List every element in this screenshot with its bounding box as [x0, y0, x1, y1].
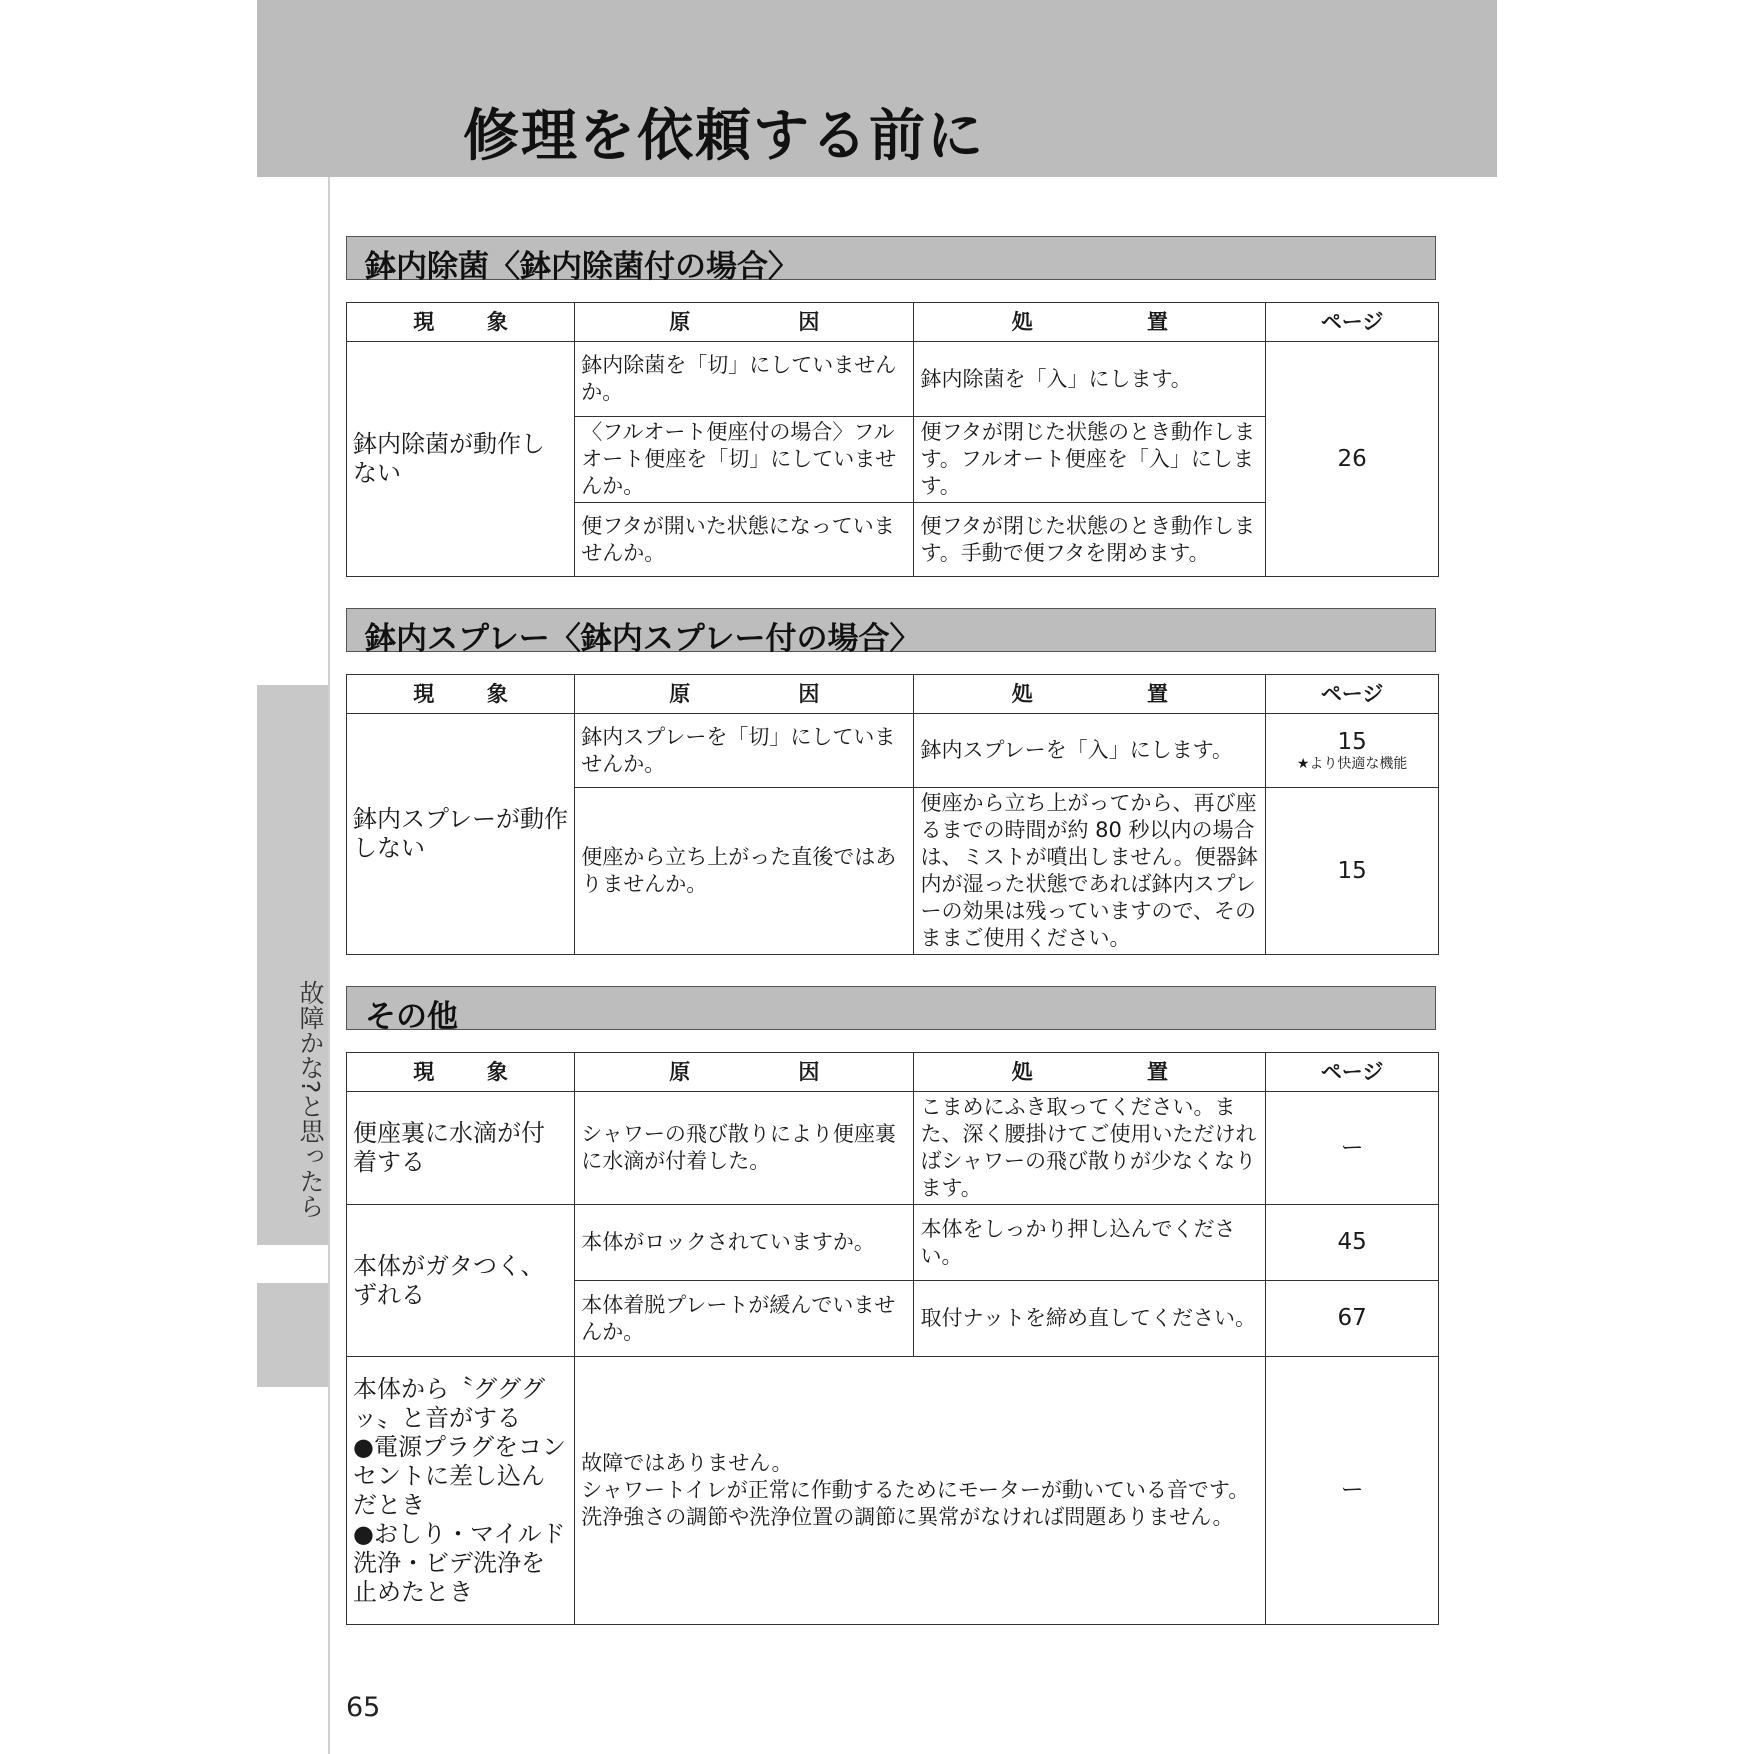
th-action: 処 置 — [914, 675, 1266, 714]
table-header-row — [347, 1053, 1439, 1092]
page-note: ★より快適な機能 — [1296, 756, 1408, 772]
section-title-3: その他 — [365, 999, 458, 1035]
th-phenomenon: 現 象 — [347, 1053, 575, 1092]
cause-cell: 〈フルオート便座付の場合〉フルオート便座を「切」にしていませんか。 — [575, 417, 914, 503]
cause-cell: 本体着脱プレートが緩んでいませんか。 — [575, 1281, 914, 1357]
side-tab-lower — [257, 1283, 328, 1387]
cause-cell: 便座から立ち上がった直後ではありませんか。 — [575, 788, 914, 955]
cause-cell: 本体がロックされていますか。 — [575, 1205, 914, 1281]
table-header-row — [347, 675, 1439, 714]
th-phenomenon: 現 象 — [347, 675, 575, 714]
action-cell: 取付ナットを締め直してください。 — [914, 1281, 1266, 1357]
combined-cell — [575, 1357, 1266, 1625]
page-cell: 67 — [1266, 1281, 1439, 1357]
phenomenon-cell: 便座裏に水滴が付着する — [347, 1092, 575, 1205]
action-cell: 鉢内除菌を「入」にします。 — [914, 342, 1266, 417]
action-cell: 便座から立ち上がってから、再び座るまでの時間が約 80 秒以内の場合は、ミストが噴出しません。便器鉢内が湿った状態であれば鉢内スプレーの効果は残っていますので、そのままご使用ください。 — [914, 788, 1266, 955]
combined-line: シャワートイレが正常に作動するためにモーターが動いている音です。 — [581, 1478, 1250, 1502]
phenomenon-cell — [347, 1357, 575, 1625]
th-cause: 原 因 — [575, 1053, 914, 1092]
table-2 — [346, 674, 1439, 955]
phenomenon-bullet: ●電源プラグをコンセントに差し込んだとき — [353, 1432, 566, 1519]
cause-cell: 鉢内スプレーを「切」にしていませんか。 — [575, 714, 914, 788]
cause-cell: シャワーの飛び散りにより便座裏に水滴が付着した。 — [575, 1092, 914, 1205]
table-row — [347, 1357, 1439, 1625]
side-tab-label: 故障かな?と思ったら — [296, 980, 325, 1219]
section-bar-2 — [346, 608, 1436, 657]
th-page: ページ — [1266, 1053, 1439, 1092]
section-title-2: 鉢内スプレー〈鉢内スプレー付の場合〉 — [365, 621, 921, 657]
th-action: 処 置 — [914, 1053, 1266, 1092]
section-bar-3 — [346, 986, 1436, 1035]
th-action: 処 置 — [914, 303, 1266, 342]
phenomenon-bullet: ●おしり・マイルド洗浄・ビデ洗浄を止めたとき — [353, 1519, 566, 1606]
table-row — [347, 1092, 1439, 1205]
th-page: ページ — [1266, 303, 1439, 342]
page-cell: 15 — [1266, 788, 1439, 955]
action-cell: 本体をしっかり押し込んでください。 — [914, 1205, 1266, 1281]
page-number-footer: 65 — [346, 1692, 381, 1723]
phenomenon-line: 本体から〝グググッ〟と音がする — [353, 1374, 545, 1432]
page-cell: 45 — [1266, 1205, 1439, 1281]
cause-cell: 便フタが開いた状態になっていませんか。 — [575, 503, 914, 577]
page-cell — [1266, 714, 1439, 788]
page-cell: 26 — [1266, 342, 1439, 577]
page-cell: ー — [1266, 1357, 1439, 1625]
table-row — [347, 714, 1439, 788]
page-number: 15 — [1337, 729, 1367, 755]
table-1 — [346, 302, 1439, 577]
combined-line: 故障ではありません。 — [581, 1451, 793, 1475]
page-header — [257, 0, 1497, 177]
cause-cell: 鉢内除菌を「切」にしていませんか。 — [575, 342, 914, 417]
table-header-row — [347, 303, 1439, 342]
phenomenon-cell: 鉢内スプレーが動作しない — [347, 714, 575, 955]
table-row — [347, 1205, 1439, 1281]
th-page: ページ — [1266, 675, 1439, 714]
th-cause: 原 因 — [575, 675, 914, 714]
page-cell: ー — [1266, 1092, 1439, 1205]
action-cell: 便フタが閉じた状態のとき動作します。フルオート便座を「入」にします。 — [914, 417, 1266, 503]
margin-line — [328, 177, 330, 1754]
section-bar-1 — [346, 236, 1436, 285]
action-cell: 鉢内スプレーを「入」にします。 — [914, 714, 1266, 788]
action-cell: こまめにふき取ってください。また、深く腰掛けてご使用いただければシャワーの飛び散りが少なくなります。 — [914, 1092, 1266, 1205]
th-cause: 原 因 — [575, 303, 914, 342]
phenomenon-cell: 鉢内除菌が動作しない — [347, 342, 575, 577]
table-row — [347, 342, 1439, 417]
th-phenomenon: 現 象 — [347, 303, 575, 342]
combined-line: 洗浄強さの調節や洗浄位置の調節に異常がなければ問題ありません。 — [581, 1505, 1234, 1529]
section-title-1: 鉢内除菌〈鉢内除菌付の場合〉 — [365, 249, 799, 285]
phenomenon-cell: 本体がガタつく、ずれる — [347, 1205, 575, 1357]
page-title: 修理を依頼する前に — [463, 104, 985, 169]
action-cell: 便フタが閉じた状態のとき動作します。手動で便フタを閉めます。 — [914, 503, 1266, 577]
table-3 — [346, 1052, 1439, 1625]
